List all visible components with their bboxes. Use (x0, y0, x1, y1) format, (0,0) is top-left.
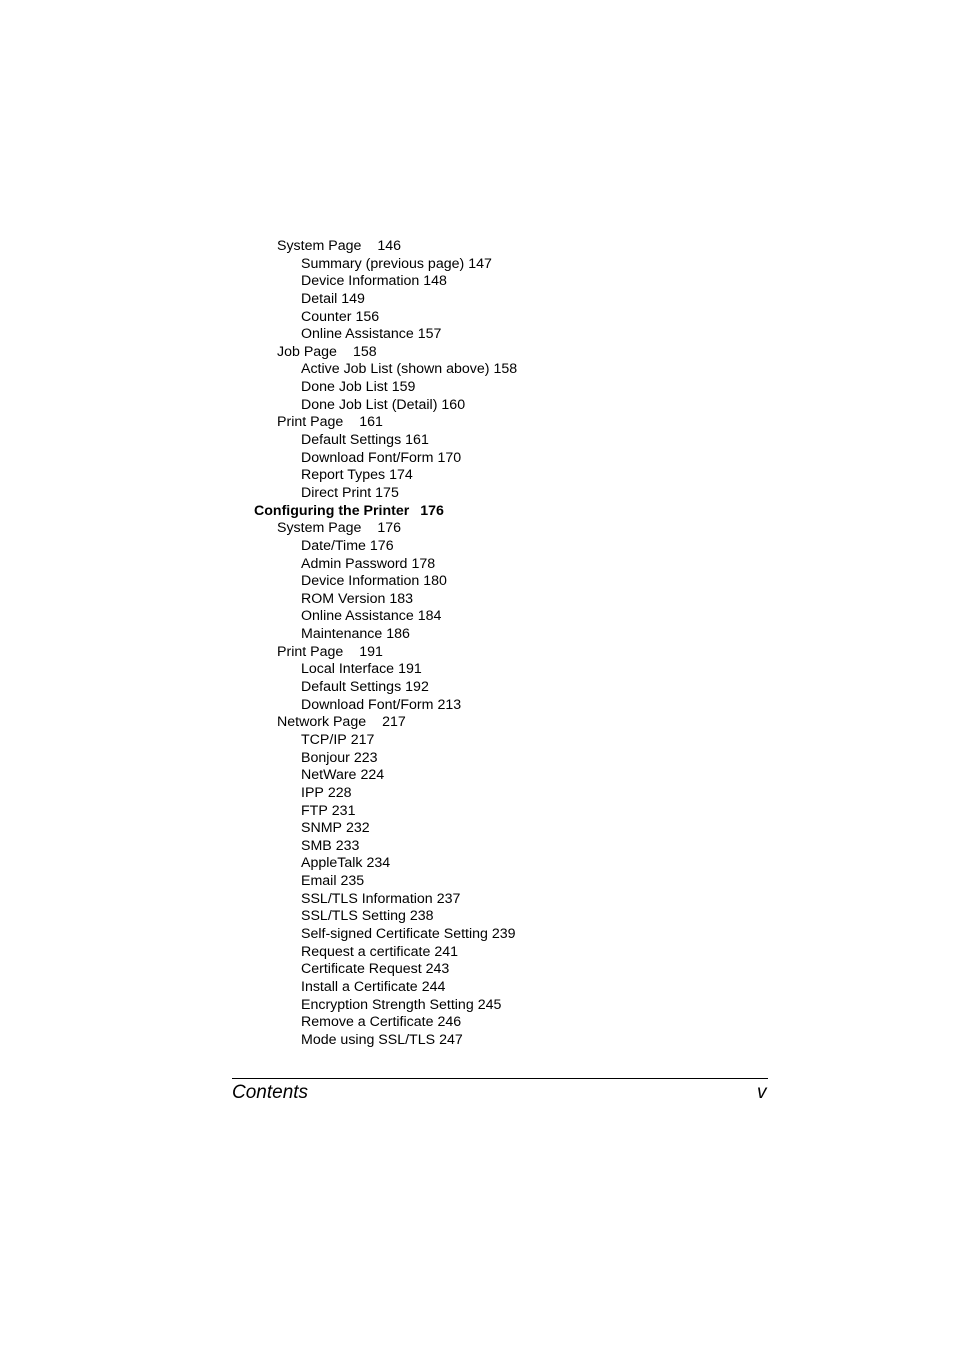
toc-entry-title: Summary (previous page) (301, 255, 465, 272)
toc-entry-title: Report Types (301, 467, 386, 484)
toc-entry-page: 217 (382, 714, 406, 731)
toc-entry[interactable] (0, 838, 954, 856)
toc-entry-title: IPP (301, 784, 324, 801)
toc-entry[interactable] (0, 767, 954, 785)
toc-entry-page: 149 (341, 290, 365, 307)
toc-entry-title: Print Page (277, 643, 344, 660)
toc-entry[interactable] (0, 855, 954, 873)
toc-entry-page: 146 (377, 238, 402, 254)
toc-entry-title: Network Page (277, 714, 367, 731)
toc-entry[interactable] (0, 432, 954, 450)
toc-entry-title: Direct Print (301, 484, 372, 501)
toc-entry[interactable] (0, 485, 954, 503)
toc-entry-title: Self-signed Certificate Setting (301, 925, 488, 942)
toc-entry-page: 235 (340, 873, 365, 890)
toc-entry-page: 238 (409, 908, 434, 925)
toc-entry[interactable] (0, 979, 954, 997)
toc-entry[interactable] (0, 803, 954, 821)
toc-entry-page: 176 (369, 537, 394, 554)
toc-entry-title: Done Job List (301, 379, 388, 396)
toc-entry[interactable] (0, 961, 954, 979)
toc-entry-page: 232 (346, 820, 370, 837)
table-of-contents (0, 238, 954, 1049)
toc-entry[interactable] (0, 238, 954, 256)
toc-entry-page: 231 (331, 802, 356, 819)
toc-entry-page: 147 (468, 255, 492, 272)
toc-entry[interactable] (0, 397, 954, 415)
toc-entry-page: 234 (366, 855, 391, 872)
toc-entry[interactable] (0, 309, 954, 327)
toc-entry-title: Done Job List (Detail) (301, 396, 438, 413)
toc-entry[interactable] (0, 538, 954, 556)
toc-entry-page: 156 (355, 308, 380, 325)
toc-entry-page: 233 (335, 837, 360, 854)
toc-entry[interactable] (0, 891, 954, 909)
toc-entry[interactable] (0, 750, 954, 768)
toc-entry[interactable] (0, 361, 954, 379)
toc-entry[interactable] (0, 944, 954, 962)
toc-entry[interactable] (0, 820, 954, 838)
toc-entry-title: Detail (301, 290, 338, 307)
toc-entry-title: Certificate Request (301, 961, 422, 978)
toc-entry[interactable] (0, 344, 954, 362)
toc-entry-title: Install a Certificate (301, 978, 418, 995)
toc-entry-page: 159 (391, 379, 416, 396)
toc-entry-title: Request a certificate (301, 943, 431, 960)
toc-entry-title: Date/Time (301, 537, 366, 554)
toc-entry-page: 158 (493, 361, 518, 378)
toc-entry-title: Print Page (277, 414, 344, 431)
toc-entry-page: 160 (441, 396, 466, 413)
footer-page-number: v (757, 1082, 767, 1103)
toc-entry-title: Bonjour (301, 749, 350, 766)
toc-entry[interactable] (0, 926, 954, 944)
toc-entry-title: Active Job List (shown above) (301, 361, 490, 378)
toc-entry-title: Default Settings (301, 679, 402, 696)
toc-entry[interactable] (0, 467, 954, 485)
toc-entry-title: Online Assistance (301, 326, 414, 343)
toc-entry-title: ROM Version (301, 590, 386, 607)
toc-entry-page: 246 (437, 1014, 462, 1031)
toc-entry-page: 148 (423, 273, 447, 290)
toc-entry-page: 161 (359, 414, 383, 431)
toc-entry-page: 184 (417, 608, 442, 625)
toc-entry-title: Admin Password (301, 555, 408, 572)
toc-entry-page: 174 (389, 467, 413, 484)
toc-entry-page: 244 (421, 978, 446, 995)
toc-entry[interactable] (0, 908, 954, 926)
toc-entry-title: Maintenance (301, 626, 383, 643)
toc-entry-page: 178 (411, 555, 436, 572)
toc-entry-page: 241 (434, 943, 459, 960)
toc-entry[interactable] (0, 785, 954, 803)
toc-entry-title: Default Settings (301, 432, 402, 449)
toc-entry-title: Remove a Certificate (301, 1014, 434, 1031)
toc-entry[interactable] (0, 520, 954, 538)
toc-entry-page: 245 (477, 996, 502, 1013)
toc-entry-title: Encryption Strength Setting (301, 996, 474, 1013)
toc-entry-page: 170 (437, 449, 462, 466)
toc-entry-title: NetWare (301, 767, 357, 784)
toc-entry-page: 161 (405, 432, 429, 449)
toc-entry-page: 192 (405, 679, 429, 696)
toc-entry[interactable] (0, 379, 954, 397)
toc-entry-title: Counter (301, 308, 352, 325)
toc-entry[interactable] (0, 291, 954, 309)
toc-entry-page: 186 (386, 626, 410, 643)
toc-entry-title: FTP (301, 802, 328, 819)
toc-entry-page: 157 (417, 326, 442, 343)
toc-entry-page: 239 (491, 925, 516, 942)
toc-entry[interactable] (0, 591, 954, 609)
toc-entry-page: 213 (437, 696, 462, 713)
toc-entry-page: 243 (425, 961, 450, 978)
toc-entry-title: SSL/TLS Information (301, 890, 433, 907)
toc-entry-title: Device Information (301, 573, 420, 590)
toc-entry[interactable] (0, 697, 954, 715)
toc-entry-page: 176 (420, 502, 444, 519)
toc-entry[interactable] (0, 661, 954, 679)
toc-entry-title: Configuring the Printer (254, 502, 410, 519)
toc-entry-title: System Page (277, 520, 362, 537)
toc-entry[interactable] (0, 1032, 954, 1050)
toc-entry-page: 191 (359, 643, 383, 660)
footer-title: Contents (232, 1082, 309, 1103)
toc-entry-page: 228 (327, 784, 352, 801)
toc-entry[interactable] (0, 679, 954, 697)
toc-entry-page: 217 (350, 731, 375, 748)
toc-entry-page: 237 (436, 890, 461, 907)
toc-entry-title: Mode using SSL/TLS (301, 1031, 436, 1048)
toc-entry-title: Job Page (277, 343, 337, 360)
toc-entry-title: Email (301, 873, 337, 890)
toc-entry-title: SNMP (301, 820, 342, 837)
toc-entry[interactable] (0, 256, 954, 274)
toc-entry[interactable] (0, 573, 954, 591)
toc-entry[interactable] (0, 414, 954, 432)
toc-entry[interactable] (0, 997, 954, 1015)
toc-entry-page: 180 (423, 573, 447, 590)
toc-entry[interactable] (0, 714, 954, 732)
toc-entry-page: 176 (377, 520, 402, 537)
toc-entry[interactable] (0, 626, 954, 644)
toc-entry[interactable] (0, 873, 954, 891)
toc-entry-title: Local Interface (301, 661, 395, 678)
toc-entry-title: SMB (301, 837, 332, 854)
toc-entry[interactable] (0, 503, 954, 521)
toc-entry-page: 158 (352, 343, 377, 360)
toc-entry[interactable] (0, 1014, 954, 1032)
toc-entry-title: Online Assistance (301, 608, 414, 625)
toc-entry-title: System Page (277, 238, 362, 254)
toc-entry-page: 223 (353, 749, 378, 766)
toc-entry-title: AppleTalk (301, 855, 363, 872)
toc-entry-title: SSL/TLS Setting (301, 908, 406, 925)
toc-entry[interactable] (0, 556, 954, 574)
toc-entry-title: Device Information (301, 273, 420, 290)
toc-entry[interactable] (0, 732, 954, 750)
toc-entry-page: 191 (398, 661, 422, 678)
toc-entry[interactable] (0, 608, 954, 626)
toc-entry-page: 175 (375, 484, 399, 501)
toc-entry-page: 247 (439, 1031, 463, 1048)
toc-entry-title: Download Font/Form (301, 449, 434, 466)
toc-entry-page: 183 (389, 590, 414, 607)
toc-entry-title: TCP/IP (301, 731, 347, 748)
toc-entry[interactable] (0, 450, 954, 468)
toc-entry[interactable] (0, 273, 954, 291)
toc-entry[interactable] (0, 644, 954, 662)
toc-entry-page: 224 (360, 767, 385, 784)
toc-entry-title: Download Font/Form (301, 696, 434, 713)
footer-rule (232, 1078, 768, 1079)
toc-entry[interactable] (0, 326, 954, 344)
